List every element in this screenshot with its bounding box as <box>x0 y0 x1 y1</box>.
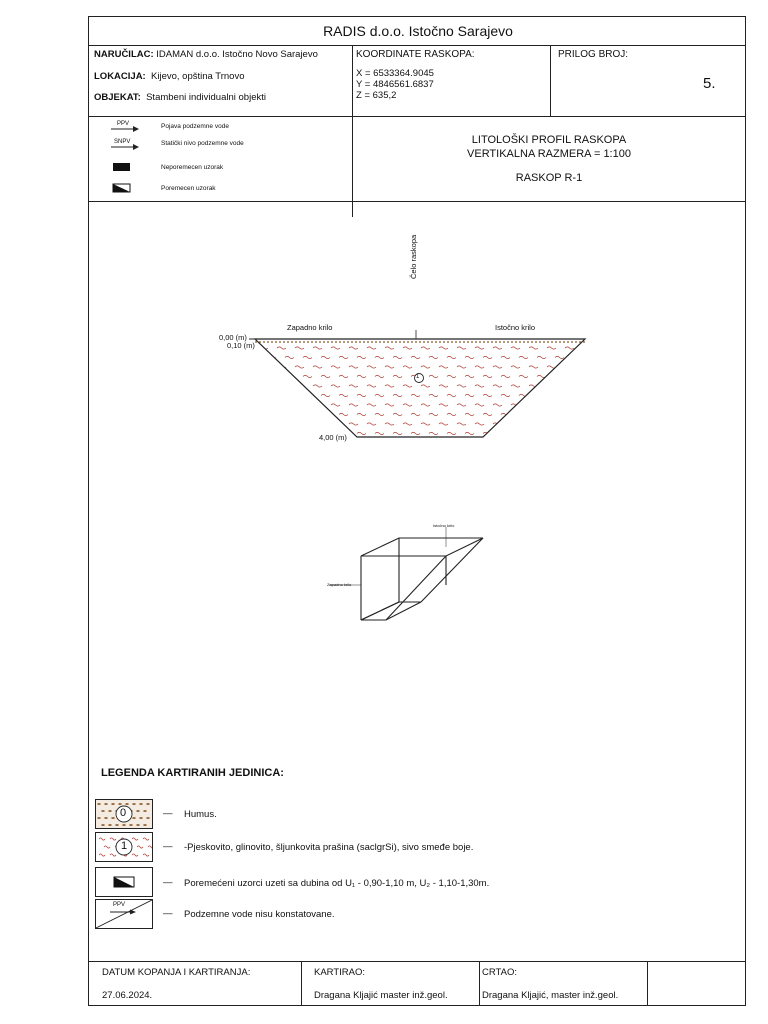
legend-swatch-groundwater <box>95 899 153 929</box>
divider <box>352 45 353 217</box>
divider <box>479 961 480 1006</box>
attachment-number: 5. <box>703 75 716 92</box>
legend-text-disturbed: Poremećeni uzorci uzeti sa dubina od U₁ - 0,90-1,10 m, U₂ - 1,10-1,30m. <box>184 878 490 889</box>
legend-marker-0: 0 <box>120 807 127 819</box>
excavation-outline <box>255 339 585 437</box>
legend-dash: — <box>163 908 173 919</box>
mapped-by-value: Dragana Kljajić master inž.geol. <box>314 990 448 1001</box>
vertical-scale: VERTIKALNA RAZMERA = 1:100 <box>467 148 631 160</box>
legend-text-unit-1: -Pjeskovito, glinovito, šljunkovita prašina (saclgrSi), sivo smeđe boje. <box>184 842 474 853</box>
undisturbed-sample-label: Neporemecen uzorak <box>161 164 224 171</box>
ppv-symbol-label: Pojava podzemne vode <box>161 123 229 130</box>
client-label: NARUČILAC: <box>94 49 154 60</box>
legend-text-humus: Humus. <box>184 809 217 820</box>
coordinates-label: KOORDINATE RASKOPA: <box>356 49 475 60</box>
legend-text-groundwater: Podzemne vode nisu konstatovane. <box>184 909 335 920</box>
excavation-date-label: DATUM KOPANJA I KARTIRANJA: <box>102 967 251 978</box>
legend-swatch-disturbed <box>95 867 153 897</box>
unit-1-hatch <box>259 347 582 435</box>
legend-swatch-humus <box>95 799 153 829</box>
unit-marker-text: 1 <box>416 374 420 380</box>
mapped-by-label: KARTIRAO: <box>314 967 366 978</box>
legend-title: LEGENDA KARTIRANIH JEDINICA: <box>101 767 284 779</box>
excavation-date-value: 27.06.2024. <box>102 990 153 1001</box>
divider <box>301 961 302 1006</box>
west-wing-label: Zapadno krilo <box>287 323 333 332</box>
location-label: LOKACIJA: <box>94 71 146 82</box>
z-coordinate: Z = 635,2 <box>356 90 397 101</box>
iso-west-label: Zapadno krilo <box>327 582 352 587</box>
divider <box>647 961 648 1006</box>
client-row <box>94 49 318 60</box>
iso-east-label: Istočno krilo <box>433 523 455 528</box>
ppv-tag: PPV <box>117 121 130 127</box>
location-row <box>94 71 245 82</box>
object-value: Stambeni individualni objekti <box>146 92 266 103</box>
object-label: OBJEKAT: <box>94 92 141 103</box>
legend-marker-1: 1 <box>121 840 128 852</box>
divider <box>89 45 745 46</box>
excavation-id: RASKOP R-1 <box>515 172 583 184</box>
drawing-frame <box>88 16 746 1006</box>
company-title: RADIS d.o.o. Istočno Sarajevo <box>323 23 513 39</box>
disturbed-sample-label: Poremecen uzorak <box>161 185 216 192</box>
depth-label-bottom: 4,00 (m) <box>319 433 347 442</box>
isometric-pit-sketch <box>329 527 483 620</box>
legend-dash: — <box>163 841 173 852</box>
legend-swatch-unit-1 <box>95 832 153 862</box>
east-wing-label: Istočno krilo <box>495 323 536 332</box>
x-coordinate: X = 6533364.9045 <box>356 68 434 79</box>
snpv-tag: SNPV <box>114 139 131 145</box>
client-value: IDAMAN d.o.o. Istočno Novo Sarajevo <box>156 49 318 60</box>
drawn-by-label: CRTAO: <box>482 967 518 978</box>
depth-label-humus: 0,10 (m) <box>227 341 255 350</box>
divider <box>550 45 551 116</box>
legend-dash: — <box>163 808 173 819</box>
location-value: Kijevo, opština Trnovo <box>151 71 245 82</box>
y-coordinate: Y = 4846561.6837 <box>356 79 434 90</box>
excavation-face-label: Čelo raskopa <box>409 234 418 279</box>
attachment-label: PRILOG BROJ: <box>558 49 629 60</box>
object-row <box>94 92 266 103</box>
legend-dash: — <box>163 877 173 888</box>
depth-label-top: 0,00 (m) <box>219 333 247 342</box>
profile-title: LITOLOŠKI PROFIL RASKOPA <box>471 134 627 146</box>
legend-marker-ppv: PPV <box>113 902 126 908</box>
excavation-profile-drawing <box>89 202 745 757</box>
snpv-symbol-label: Statički nivo podzemne vode <box>161 140 244 147</box>
drawn-by-value: Dragana Kljajić, master inž.geol. <box>482 990 619 1001</box>
